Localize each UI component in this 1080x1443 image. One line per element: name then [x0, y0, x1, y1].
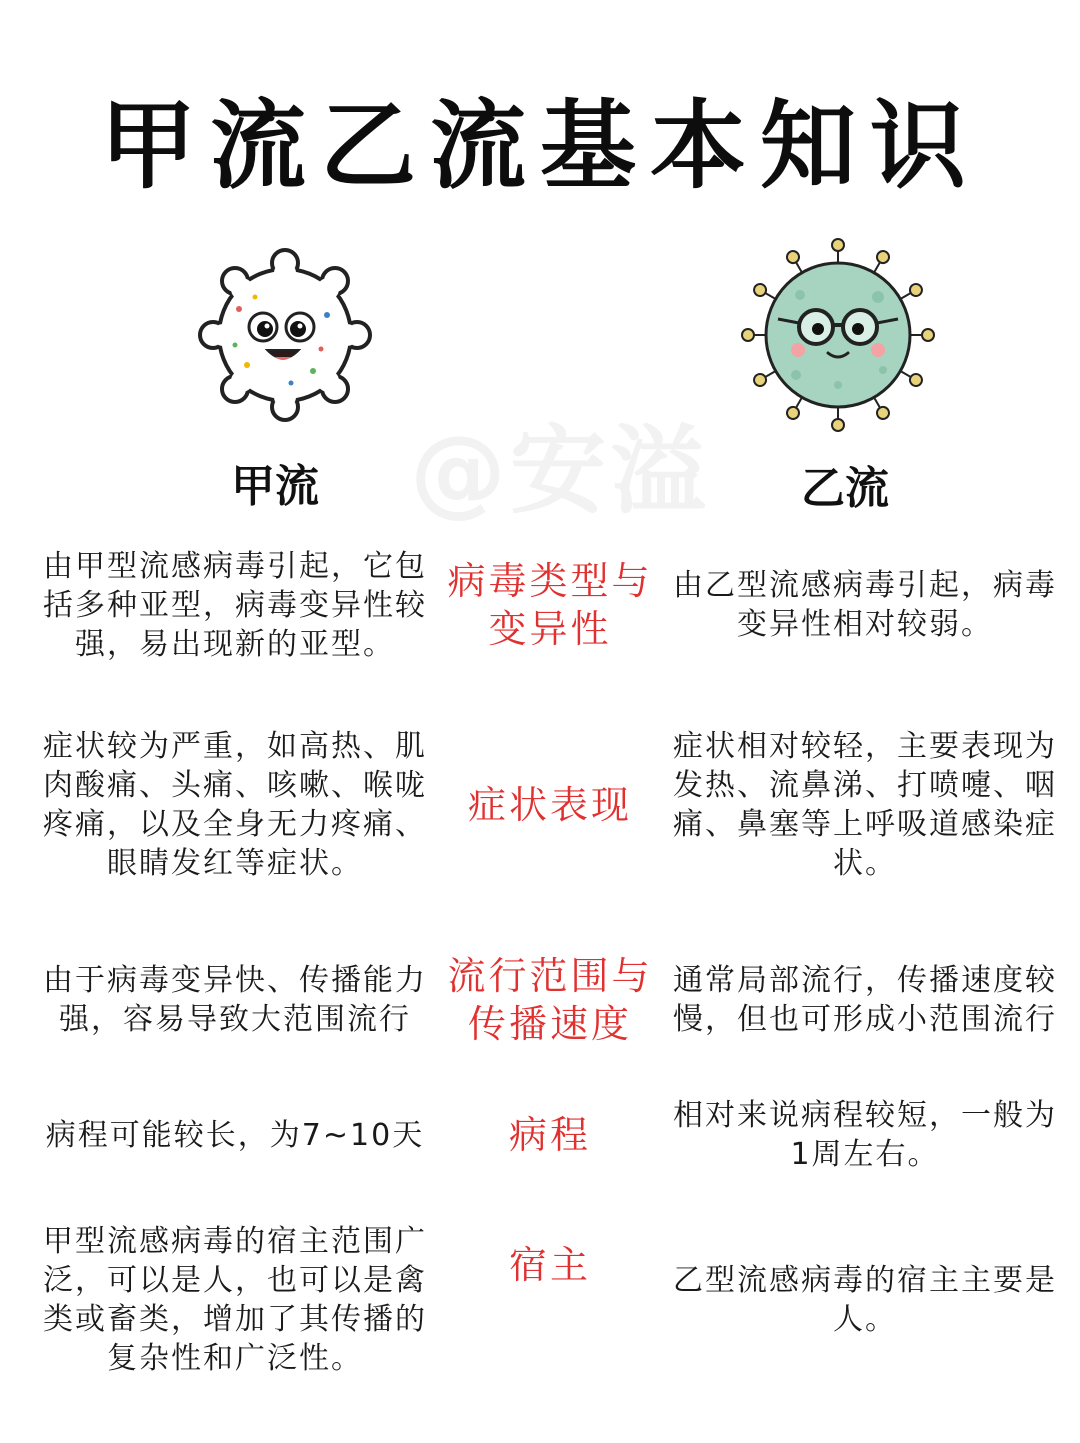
flu-b-text: 症状相对较轻，主要表现为发热、流鼻涕、打喷嚏、咽痛、鼻塞等上呼吸道感染症状。 — [673, 729, 1057, 881]
flu-b-text: 通常局部流行，传播速度较慢，但也可形成小范围流行 — [673, 963, 1057, 1037]
comparison-row — [0, 1090, 1080, 1180]
virus-b-cartoon-icon — [738, 235, 938, 435]
flu-a-text: 甲型流感病毒的宿主范围广泛，可以是人，也可以是禽类或畜类，增加了其传播的复杂性和广泛性。 — [43, 1224, 427, 1376]
page-title: 甲流乙流基本知识 — [100, 90, 980, 202]
virus-b-label: 乙流 — [801, 463, 889, 514]
flu-b-text: 相对来说病程较短，一般为1周左右。 — [673, 1098, 1057, 1172]
topic-heading: 病毒类型与变异性 — [447, 559, 653, 651]
virus-a-label: 甲流 — [231, 461, 319, 512]
comparison-row — [0, 1220, 1080, 1380]
topic-heading: 流行范围与传播速度 — [447, 954, 653, 1046]
comparison-row — [0, 550, 1080, 660]
topic-heading: 病程 — [508, 1113, 591, 1157]
virus-a-cartoon-icon — [195, 245, 375, 425]
flu-a-text: 症状较为严重，如高热、肌肉酸痛、头痛、咳嗽、喉咙疼痛，以及全身无力疼痛、眼睛发红等症状。 — [43, 729, 427, 881]
watermark: @安溢 — [410, 415, 710, 527]
flu-b-text: 乙型流感病毒的宿主主要是人。 — [673, 1263, 1057, 1337]
comparison-row — [0, 725, 1080, 885]
topic-heading: 宿主 — [508, 1243, 591, 1287]
comparison-row — [0, 945, 1080, 1055]
flu-a-text: 病程可能较长，为7~10天 — [45, 1117, 425, 1153]
topic-heading: 症状表现 — [467, 783, 632, 827]
flu-a-text: 由于病毒变异快、传播能力强，容易导致大范围流行 — [43, 963, 427, 1037]
flu-a-text: 由甲型流感病毒引起，它包括多种亚型，病毒变异性较强，易出现新的亚型。 — [43, 548, 427, 662]
flu-b-text: 由乙型流感病毒引起，病毒变异性相对较弱。 — [673, 568, 1057, 642]
